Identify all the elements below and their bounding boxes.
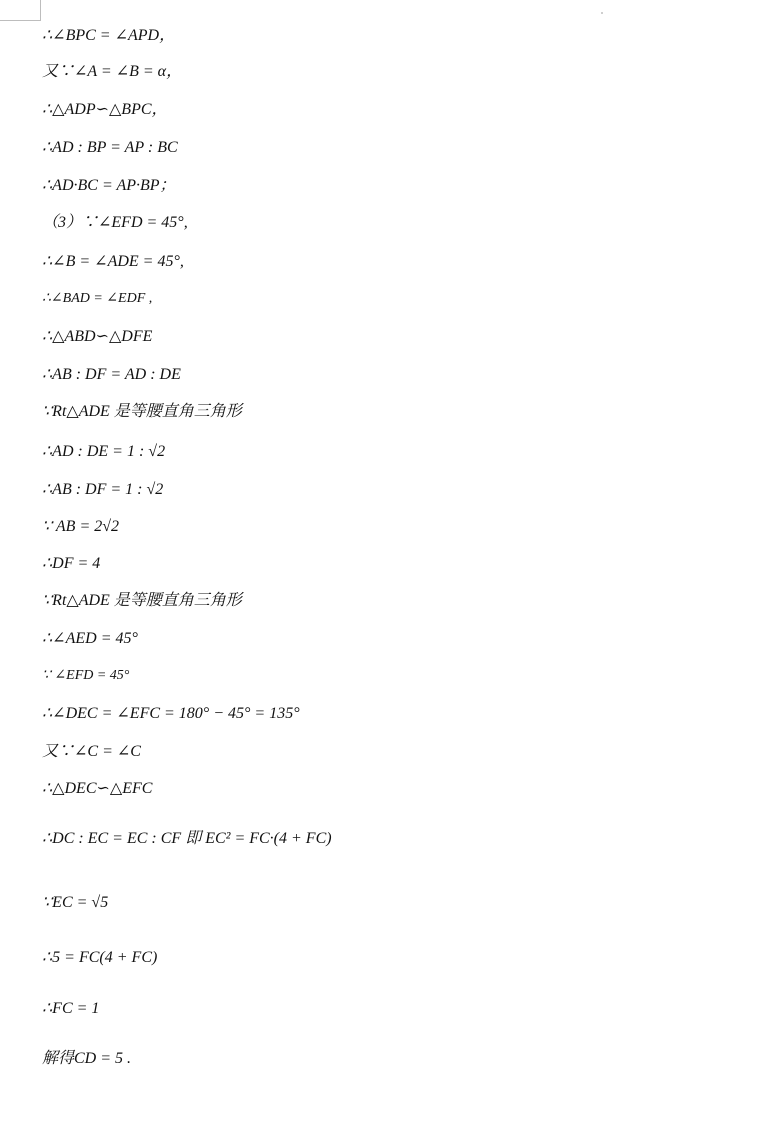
page-corner-mark xyxy=(0,0,41,21)
solution-line: ∴△ADP∽△BPC， xyxy=(42,101,168,118)
solution-line: ∴DC : EC = EC : CF 即 EC² = FC·(4 + FC) xyxy=(42,830,332,847)
solution-line: ∴AD : DE = 1 : √2 xyxy=(42,443,166,460)
page-dot-mark xyxy=(601,12,603,14)
solution-line: ∴AB : DF = AD : DE xyxy=(42,366,181,383)
solution-line: 又∵∠C = ∠C xyxy=(42,743,141,760)
solution-line: ∴FC = 1 xyxy=(42,1000,100,1017)
solution-line: （3）∵∠EFD = 45°, xyxy=(42,214,188,231)
solution-line: 又∵∠A = ∠B = α， xyxy=(42,63,183,80)
solution-line: ∵Rt△ADE 是等腰直角三角形 xyxy=(42,592,242,609)
solution-line: ∵ AB = 2√2 xyxy=(42,518,120,535)
solution-line: ∵EC = √5 xyxy=(42,894,109,911)
solution-line: ∴AB : DF = 1 : √2 xyxy=(42,481,164,498)
solution-line: ∴∠BAD = ∠EDF , xyxy=(42,291,153,306)
solution-line: ∴DF = 4 xyxy=(42,555,101,572)
solution-line: ∴△ABD∽△DFE xyxy=(42,328,153,345)
solution-line: ∴5 = FC(4 + FC) xyxy=(42,949,158,966)
solution-line: ∴AD : BP = AP : BC xyxy=(42,139,178,156)
solution-line: 解得CD = 5 . xyxy=(42,1050,132,1067)
solution-line: ∵Rt△ADE 是等腰直角三角形 xyxy=(42,403,242,420)
solution-line: ∴AD·BC = AP·BP； xyxy=(42,177,176,194)
solution-line: ∴∠BPC = ∠APD， xyxy=(42,27,176,44)
solution-line: ∴∠AED = 45° xyxy=(42,630,138,647)
solution-line: ∴∠B = ∠ADE = 45°, xyxy=(42,253,184,270)
solution-line: ∴∠DEC = ∠EFC = 180° − 45° = 135° xyxy=(42,705,300,722)
solution-line: ∴△DEC∽△EFC xyxy=(42,780,153,797)
solution-line: ∵ ∠EFD = 45° xyxy=(42,668,130,683)
